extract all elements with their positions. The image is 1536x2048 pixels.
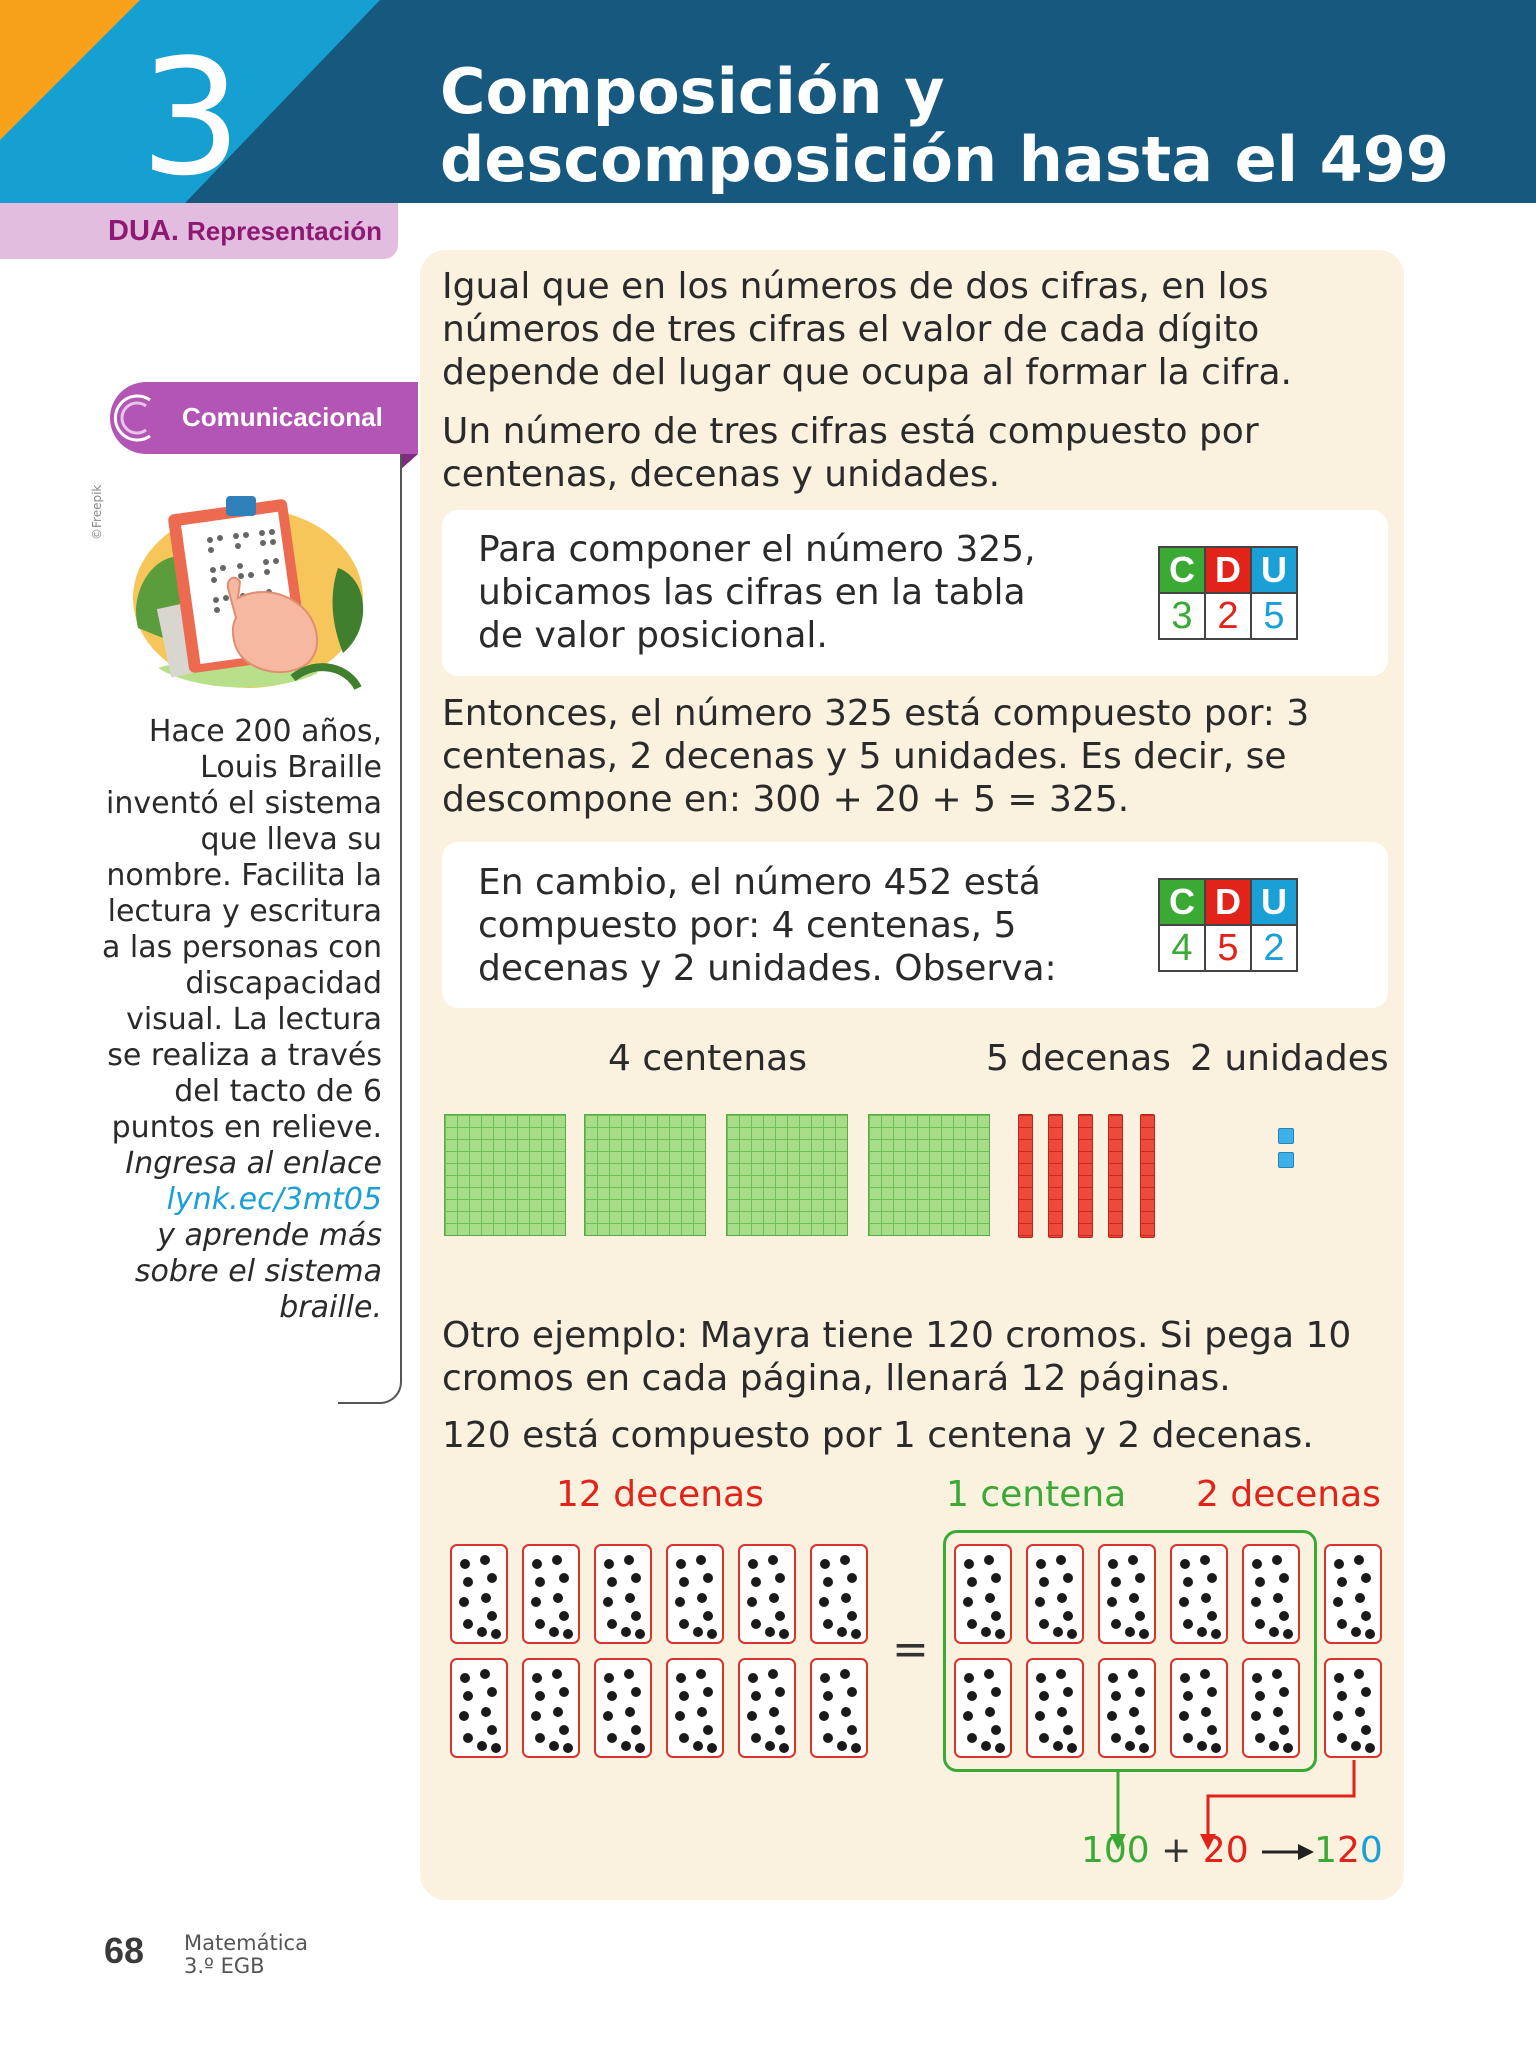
sum-expression [1081, 1830, 1383, 1871]
sticker-card [594, 1658, 652, 1758]
digit-u: 2 [1251, 925, 1297, 971]
link-prompt: Ingresa al enlace [125, 1146, 382, 1181]
sticker-dots-icon [524, 1660, 578, 1756]
sticker-dots-icon [1028, 1660, 1082, 1756]
unit-cube [1278, 1128, 1294, 1144]
result-digit-d: 2 [1336, 1830, 1360, 1871]
result-digit-u: 0 [1359, 1830, 1383, 1871]
chapter-number: 3 [140, 24, 242, 203]
sticker-dots-icon [956, 1660, 1010, 1756]
sticker-card [1242, 1658, 1300, 1758]
braille-description: Hace 200 años, Louis Braille inventó el sistema que lleva su nombre. Facilita la lectura y escritura a las personas con discapacidad visual. La lectura se realiza a través del tacto de 6 puntos en relieve. [101, 714, 382, 1145]
sum-hundreds: 100 [1081, 1830, 1150, 1871]
sticker-dots-icon [1028, 1546, 1082, 1642]
sticker-card [1170, 1544, 1228, 1644]
header-d: D [1205, 547, 1251, 593]
sticker-card [450, 1544, 508, 1644]
ten-rod [1078, 1114, 1093, 1238]
sticker-dots-icon [452, 1660, 506, 1756]
sticker-card [1324, 1658, 1382, 1758]
sticker-dots-icon [1244, 1546, 1298, 1642]
digit-c: 3 [1159, 593, 1205, 639]
twelve-tens-label: 12 decenas [556, 1474, 764, 1515]
sticker-dots-icon [1172, 1546, 1226, 1642]
sticker-card [954, 1544, 1012, 1644]
sidebar-text-block [100, 714, 382, 1326]
header-u: U [1251, 547, 1297, 593]
sticker-dots-icon [740, 1546, 794, 1642]
plus-sign: + [1161, 1830, 1192, 1871]
one-hundred-label: 1 centena [946, 1474, 1127, 1515]
sticker-card [666, 1658, 724, 1758]
page-number: 68 [104, 1930, 145, 1971]
link-followup: y aprende más sobre el sistema braille. [134, 1218, 382, 1325]
sticker-card [1026, 1658, 1084, 1758]
sticker-dots-icon [596, 1660, 650, 1756]
communication-c-icon [112, 390, 160, 446]
unit-cube [1278, 1152, 1294, 1168]
sticker-card [738, 1544, 796, 1644]
intro-paragraph-2: Un número de tres cifras está compuesto por centenas, decenas y unidades. [442, 411, 1259, 495]
sticker-dots-icon [524, 1546, 578, 1642]
sticker-card [954, 1658, 1012, 1758]
sticker-card [1242, 1544, 1300, 1644]
sticker-dots-icon [956, 1546, 1010, 1642]
ten-rod [1108, 1114, 1123, 1238]
hundreds-label: 4 centenas [608, 1038, 808, 1079]
sticker-card [666, 1544, 724, 1644]
sticker-dots-icon [740, 1660, 794, 1756]
sticker-dots-icon [1172, 1660, 1226, 1756]
ten-rod [1048, 1114, 1063, 1238]
hundred-flat [444, 1114, 566, 1236]
sticker-dots-icon [452, 1546, 506, 1642]
sticker-dots-icon [812, 1546, 866, 1642]
example-composition: 120 está compuesto por 1 centena y 2 decenas. [442, 1415, 1314, 1456]
sticker-dots-icon [1326, 1660, 1380, 1756]
header-d: D [1205, 879, 1251, 925]
hundred-flat [868, 1114, 990, 1236]
sticker-card [810, 1544, 868, 1644]
decomposition-explanation: Entonces, el número 325 está compuesto por: 3 centenas, 2 decenas y 5 unidades. Es decir, se descompone en: 300 + 20 + 5 = 325. [442, 693, 1310, 820]
sidebar-tab-label: Comunicacional [182, 402, 383, 432]
right-arrow-icon [1260, 1840, 1316, 1864]
equals-sign: = [892, 1624, 929, 1675]
place-value-table-452 [1158, 878, 1298, 972]
tens-label: 5 decenas [986, 1038, 1171, 1079]
sticker-card [810, 1658, 868, 1758]
intro-paragraph-1: Igual que en los números de dos cifras, en los números de tres cifras el valor de cada dígito depende del lugar que ocupa al formar la cifra. [442, 266, 1292, 393]
digit-c: 4 [1159, 925, 1205, 971]
image-credit: ©Freepik [90, 484, 104, 540]
sticker-card [522, 1658, 580, 1758]
digit-d: 2 [1205, 593, 1251, 639]
example-mayra: Otro ejemplo: Mayra tiene 120 cromos. Si pega 10 cromos en cada página, llenará 12 páginas. [442, 1315, 1352, 1399]
sticker-dots-icon [1100, 1660, 1154, 1756]
hundred-flat [726, 1114, 848, 1236]
grade-level: 3.º EGB [184, 1954, 265, 1978]
chapter-header [0, 0, 1536, 203]
dua-strong: DUA. [108, 215, 179, 247]
dua-representation: Representación [186, 216, 383, 246]
dua-label [108, 215, 382, 248]
braille-reading-illustration [118, 478, 378, 698]
header-c: C [1159, 879, 1205, 925]
sticker-dots-icon [668, 1660, 722, 1756]
sticker-card [1170, 1658, 1228, 1758]
sticker-dots-icon [596, 1546, 650, 1642]
result-digit-c: 1 [1314, 1830, 1337, 1871]
sidebar-tab-fold [400, 454, 418, 470]
sum-tens: 20 [1202, 1830, 1249, 1871]
sticker-card [1026, 1544, 1084, 1644]
ten-rod [1018, 1114, 1033, 1238]
page-title: Composición y descomposición hasta el 499 [440, 55, 1449, 196]
header-c: C [1159, 547, 1205, 593]
subject-info [184, 1932, 308, 1978]
digit-d: 5 [1205, 925, 1251, 971]
two-tens-label: 2 decenas [1196, 1474, 1381, 1515]
sticker-card [738, 1658, 796, 1758]
sticker-card [594, 1544, 652, 1644]
subject-name: Matemática [184, 1931, 308, 1955]
header-u: U [1251, 879, 1297, 925]
sticker-card [1098, 1658, 1156, 1758]
sticker-card [522, 1544, 580, 1644]
sticker-card [1324, 1544, 1382, 1644]
sticker-card [1098, 1544, 1156, 1644]
box1-text: Para componer el número 325, ubicamos las cifras en la tabla de valor posicional. [478, 529, 1036, 656]
sticker-dots-icon [812, 1660, 866, 1756]
box2-text: En cambio, el número 452 está compuesto por: 4 centenas, 5 decenas y 2 unidades. Observa: [478, 862, 1057, 989]
sticker-card [450, 1658, 508, 1758]
braille-link[interactable]: lynk.ec/3mt05 [166, 1182, 382, 1217]
digit-u: 5 [1251, 593, 1297, 639]
sticker-dots-icon [1326, 1546, 1380, 1642]
sticker-dots-icon [668, 1546, 722, 1642]
units-label: 2 unidades [1190, 1038, 1389, 1079]
sticker-dots-icon [1100, 1546, 1154, 1642]
hundred-flat [584, 1114, 706, 1236]
sticker-dots-icon [1244, 1660, 1298, 1756]
ten-rod [1140, 1114, 1155, 1238]
place-value-table-325 [1158, 546, 1298, 640]
